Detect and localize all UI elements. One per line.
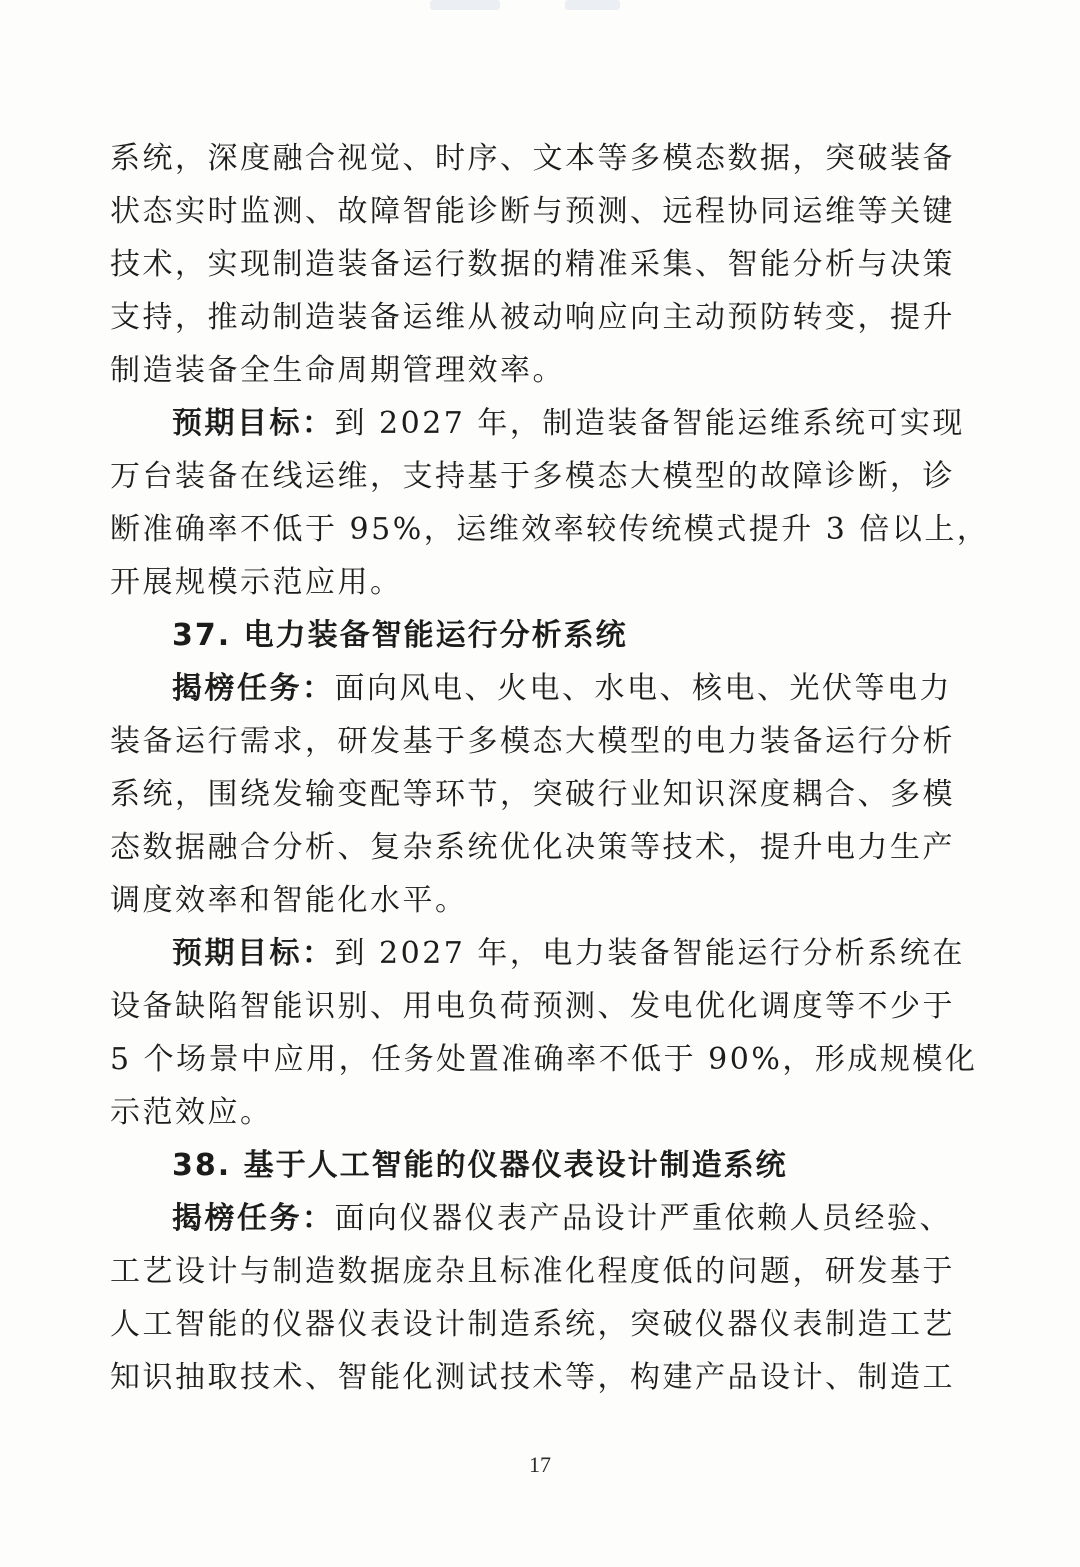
- scan-mark: [565, 0, 620, 10]
- scan-mark: [430, 0, 500, 10]
- paragraph-line: 人工智能的仪器仪表设计制造系统，突破仪器仪表制造工艺: [110, 1307, 955, 1342]
- paragraph-line: 调度效率和智能化水平。: [110, 883, 468, 918]
- task-label: 揭榜任务：: [172, 1201, 335, 1236]
- paragraph-line: [110, 927, 965, 980]
- paragraph-line: [110, 397, 965, 450]
- paragraph-text: 面向仪器仪表产品设计严重依赖人员经验、: [334, 1201, 952, 1236]
- paragraph-line: 示范效应。: [110, 1095, 273, 1130]
- paragraph-line: [110, 662, 952, 715]
- paragraph-line: 技术，实现制造装备运行数据的精准采集、智能分析与决策: [110, 247, 955, 282]
- paragraph-line: 系统，围绕发输变配等环节，突破行业知识深度耦合、多模: [110, 777, 955, 812]
- expected-goal-label: 预期目标：: [172, 406, 335, 441]
- paragraph-line: 5 个场景中应用，任务处置准确率不低于 90%，形成规模化: [110, 1042, 978, 1077]
- section-heading-37: 37. 电力装备智能运行分析系统: [172, 618, 628, 653]
- paragraph-line: 支持，推动制造装备运维从被动响应向主动预防转变，提升: [110, 300, 955, 335]
- page-number: 17: [529, 1452, 551, 1477]
- paragraph-line: 知识抽取技术、智能化测试技术等，构建产品设计、制造工: [110, 1360, 955, 1395]
- paragraph-line: 设备缺陷智能识别、用电负荷预测、发电优化调度等不少于: [110, 989, 955, 1024]
- paragraph-line: 装备运行需求，研发基于多模态大模型的电力装备运行分析: [110, 724, 955, 759]
- paragraph-line: 开展规模示范应用。: [110, 565, 403, 600]
- paragraph-line: 断准确率不低于 95%，运维效率较传统模式提升 3 倍以上，: [110, 512, 990, 547]
- paragraph-text: 到 2027 年，电力装备智能运行分析系统在: [334, 936, 965, 971]
- paragraph-line: 工艺设计与制造数据庞杂且标准化程度低的问题，研发基于: [110, 1254, 955, 1289]
- paragraph-line: 系统，深度融合视觉、时序、文本等多模态数据，突破装备: [110, 141, 955, 176]
- paragraph-line: 制造装备全生命周期管理效率。: [110, 353, 565, 388]
- paragraph-line: 万台装备在线运维，支持基于多模态大模型的故障诊断，诊: [110, 459, 955, 494]
- paragraph-line: [110, 1192, 952, 1245]
- section-heading-38: 38. 基于人工智能的仪器仪表设计制造系统: [172, 1148, 788, 1183]
- expected-goal-label: 预期目标：: [172, 936, 335, 971]
- paragraph-line: 状态实时监测、故障智能诊断与预测、远程协同运维等关键: [110, 194, 955, 229]
- paragraph-text: 面向风电、火电、水电、核电、光伏等电力: [334, 671, 952, 706]
- paragraph-text: 到 2027 年，制造装备智能运维系统可实现: [334, 406, 965, 441]
- task-label: 揭榜任务：: [172, 671, 335, 706]
- paragraph-line: 态数据融合分析、复杂系统优化决策等技术，提升电力生产: [110, 830, 955, 865]
- body-text: [110, 132, 990, 1404]
